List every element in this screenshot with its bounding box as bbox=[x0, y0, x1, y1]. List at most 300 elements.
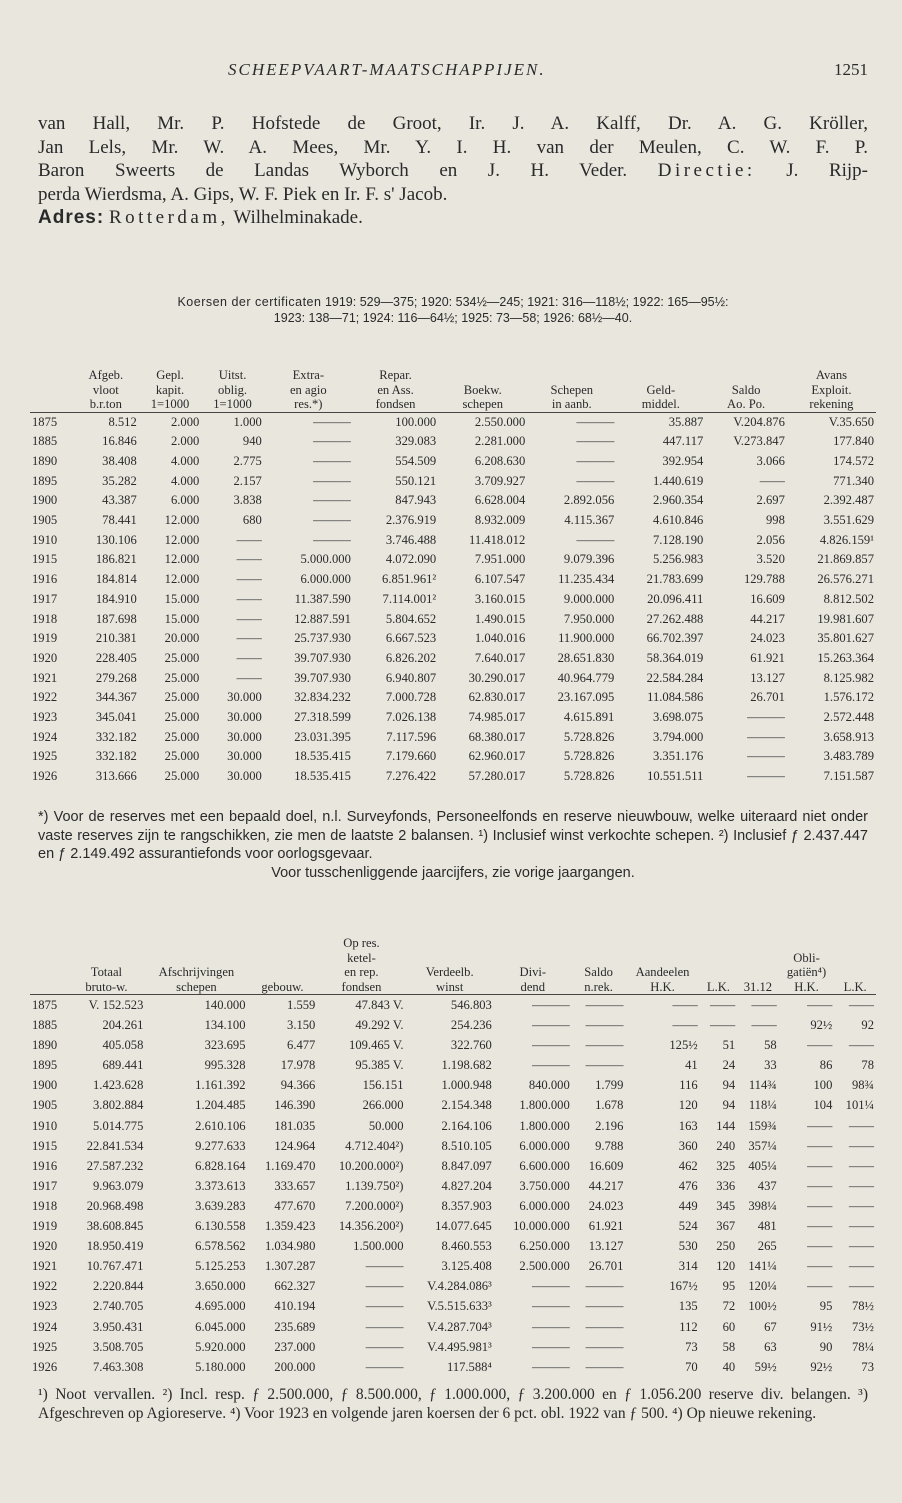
table-cell: 5.804.652 bbox=[385, 611, 437, 626]
table-cell: 481 bbox=[757, 1219, 777, 1234]
table-cell: 6.000.000 bbox=[519, 1138, 570, 1153]
column-header: Aandeelen bbox=[635, 965, 690, 979]
table-cell: 23.031.395 bbox=[294, 729, 351, 744]
column-header bbox=[30, 951, 67, 966]
table-cell: 7.117.596 bbox=[386, 729, 437, 744]
table-cell: 94.366 bbox=[280, 1078, 316, 1093]
table-cell: 2.164.106 bbox=[441, 1118, 492, 1133]
table-cell: —— bbox=[848, 1118, 874, 1133]
table-cell: ——— bbox=[585, 1359, 624, 1374]
table-cell: ——— bbox=[531, 1359, 570, 1374]
table-cell: 11.387.590 bbox=[294, 591, 351, 606]
year-cell: 1905 bbox=[32, 1098, 58, 1113]
table-cell: —— bbox=[236, 631, 262, 646]
table-row bbox=[30, 1136, 876, 1156]
table-cell: 437 bbox=[757, 1178, 777, 1193]
table-cell: ——— bbox=[531, 1018, 570, 1033]
table-row bbox=[30, 590, 876, 610]
table-cell: 1.198.682 bbox=[441, 1058, 492, 1073]
table-cell: 30.000 bbox=[227, 749, 262, 764]
table-cell: —— bbox=[807, 1219, 833, 1234]
year-cell: 1915 bbox=[32, 552, 58, 567]
table-cell: 524 bbox=[678, 1219, 698, 1234]
table-cell: ——— bbox=[531, 1058, 570, 1073]
table-cell: 124.964 bbox=[274, 1138, 316, 1153]
table-cell: 58 bbox=[764, 1038, 777, 1053]
table-cell: 367 bbox=[716, 1219, 736, 1234]
table-row bbox=[30, 629, 876, 649]
table-cell: 345.041 bbox=[95, 710, 137, 725]
table1-notes bbox=[38, 808, 868, 882]
table-cell: ——— bbox=[313, 493, 351, 508]
table-cell: 74.985.017 bbox=[468, 710, 526, 725]
table-cell: 405.058 bbox=[102, 1038, 144, 1053]
table-cell: 86 bbox=[819, 1058, 833, 1073]
table-cell: 30.000 bbox=[227, 769, 262, 784]
column-header bbox=[625, 951, 699, 966]
table-cell: ——— bbox=[747, 729, 785, 744]
year-cell: 1922 bbox=[32, 690, 58, 705]
table-cell: 27.262.488 bbox=[646, 611, 704, 626]
table-cell: 6.250.000 bbox=[519, 1239, 570, 1254]
table-cell: —— bbox=[236, 670, 262, 685]
table-row bbox=[30, 1276, 876, 1296]
table-cell: 130.106 bbox=[95, 532, 137, 547]
table-cell: 329.083 bbox=[395, 434, 437, 449]
table-cell: 210.381 bbox=[95, 631, 137, 646]
table-row bbox=[30, 412, 876, 432]
adres-street: Wilhelminakade. bbox=[233, 207, 363, 228]
column-header: in aanb. bbox=[527, 397, 616, 412]
table-cell: 410.194 bbox=[274, 1299, 316, 1314]
table-cell: 26.701 bbox=[588, 1259, 624, 1274]
adres-label: Adres: bbox=[38, 207, 105, 228]
table-cell: 1.000.948 bbox=[441, 1078, 492, 1093]
table-cell: 4.712.404²) bbox=[345, 1138, 404, 1153]
table-cell: —— bbox=[236, 532, 262, 547]
table-cell: 6.045.000 bbox=[195, 1319, 246, 1334]
column-header bbox=[494, 951, 572, 966]
table-cell: —— bbox=[848, 1138, 874, 1153]
table-cell: 2.740.705 bbox=[93, 1299, 144, 1314]
table-cell: 25.000 bbox=[164, 650, 200, 665]
table-cell: 16.609 bbox=[750, 591, 785, 606]
table-cell: 146.390 bbox=[274, 1098, 316, 1113]
adres-line bbox=[38, 206, 868, 230]
table-cell: 181.035 bbox=[274, 1118, 316, 1133]
table-cell: ——— bbox=[585, 1339, 624, 1354]
table-cell: 10.200.000²) bbox=[338, 1158, 404, 1173]
table-cell: 16.846 bbox=[102, 434, 137, 449]
table-cell: ——— bbox=[576, 453, 615, 468]
table-cell: 8.812.502 bbox=[823, 591, 874, 606]
year-cell: 1922 bbox=[32, 1279, 58, 1294]
table-cell: 22.841.534 bbox=[86, 1138, 144, 1153]
table-cell: 7.276.422 bbox=[385, 769, 437, 784]
table-cell: —— bbox=[236, 611, 262, 626]
table-row bbox=[30, 1015, 876, 1035]
table-cell: 35.282 bbox=[102, 473, 137, 488]
table-cell: 14.356.200²) bbox=[338, 1219, 404, 1234]
table-cell: 17.978 bbox=[280, 1058, 316, 1073]
table-cell: 332.182 bbox=[95, 749, 137, 764]
table-cell: 7.000.728 bbox=[385, 690, 437, 705]
table-cell: 24.023 bbox=[750, 631, 785, 646]
table-cell: ——— bbox=[747, 749, 785, 764]
year-cell: 1915 bbox=[32, 1138, 58, 1153]
table-cell: —— bbox=[807, 998, 833, 1012]
footnotes bbox=[38, 1386, 868, 1423]
year-cell: 1921 bbox=[32, 670, 58, 685]
year-cell: 1885 bbox=[32, 434, 58, 449]
table-cell: ——— bbox=[585, 1018, 624, 1033]
table-row bbox=[30, 1176, 876, 1196]
table-row bbox=[30, 649, 876, 669]
koersen-line bbox=[38, 294, 868, 310]
table-cell: 144 bbox=[716, 1118, 736, 1133]
table-cell: 112 bbox=[679, 1319, 698, 1334]
table-cell: 114¾ bbox=[748, 1078, 777, 1093]
year-cell: 1919 bbox=[32, 631, 58, 646]
table-cell: 2.392.487 bbox=[823, 493, 874, 508]
table-cell: 1.204.485 bbox=[195, 1098, 246, 1113]
table-cell: 6.578.562 bbox=[195, 1239, 246, 1254]
table-cell: 39.707.930 bbox=[294, 650, 351, 665]
table-cell: 3.160.015 bbox=[474, 591, 526, 606]
table-cell: V.5.515.633³ bbox=[427, 1299, 492, 1314]
table-cell: 3.746.488 bbox=[385, 532, 437, 547]
table-cell: 109.465 V. bbox=[349, 1038, 404, 1053]
column-header: gatiën⁴) bbox=[786, 965, 827, 979]
table-cell: 5.728.826 bbox=[563, 749, 615, 764]
table-cell: 847.943 bbox=[395, 493, 437, 508]
table-cell: 477.670 bbox=[274, 1198, 316, 1213]
table-row bbox=[30, 1075, 876, 1095]
table-cell: —— bbox=[709, 998, 736, 1012]
table-cell: 995.328 bbox=[204, 1058, 246, 1073]
table-cell: 25.000 bbox=[164, 690, 200, 705]
table-cell: 1.040.016 bbox=[474, 631, 526, 646]
table-cell: 3.639.283 bbox=[195, 1198, 246, 1213]
table-cell: 63 bbox=[764, 1339, 777, 1354]
column-header: Obli- bbox=[793, 950, 820, 965]
table-cell: 62.960.017 bbox=[468, 749, 526, 764]
table-cell: 184.814 bbox=[95, 572, 137, 587]
table-cell: 21.869.857 bbox=[817, 552, 874, 567]
table-cell: 66.702.397 bbox=[646, 631, 704, 646]
table-row bbox=[30, 1256, 876, 1276]
table-cell: 5.125.253 bbox=[195, 1259, 246, 1274]
table-cell: 2.892.056 bbox=[563, 493, 615, 508]
table-cell: 156.151 bbox=[362, 1078, 404, 1093]
table-cell: ——— bbox=[365, 1279, 404, 1294]
table-cell: ——— bbox=[747, 710, 785, 725]
column-header bbox=[248, 965, 318, 980]
table-cell: 998 bbox=[766, 513, 785, 528]
column-header: Uitst. bbox=[218, 368, 247, 382]
table-cell: ——— bbox=[313, 513, 351, 528]
table-cell: 5.920.000 bbox=[195, 1339, 246, 1354]
year-cell: 1920 bbox=[32, 1239, 58, 1254]
table-cell: V.273.847 bbox=[733, 434, 785, 449]
table-cell: 6.107.547 bbox=[474, 572, 526, 587]
table-cell: —— bbox=[848, 1279, 874, 1294]
table-row bbox=[30, 1035, 876, 1055]
table-cell: —— bbox=[807, 1279, 833, 1294]
table-cell: 2.196 bbox=[595, 1118, 624, 1133]
table-cell: 398¼ bbox=[748, 1198, 777, 1213]
table-cell: 840.000 bbox=[528, 1078, 570, 1093]
column-header bbox=[30, 965, 67, 980]
reserve-note: *) Voor de reserves met een bepaald doel, n.l. Surveyfonds, Personeelfonds en reserve nieuwbouw, welke uiteraard niet onder vaste reserves zijn te rangschikken, zie men de laatste 2 balansen. ¹) Inclusief winst verkochte schepen. ²) Inclusief ƒ 2.437.447 en ƒ 2.149.492 assurantiefonds voor oorlogsgevaar. bbox=[38, 809, 868, 862]
table-cell: 16.609 bbox=[588, 1158, 624, 1173]
intermediate-years-note: Voor tusschenliggende jaarcijfers, zie vorige jaargangen. bbox=[271, 864, 635, 881]
table-cell: 20.096.411 bbox=[647, 591, 704, 606]
table-cell: 6.667.523 bbox=[385, 631, 437, 646]
column-header bbox=[834, 965, 876, 980]
year-cell: 1925 bbox=[32, 749, 58, 764]
table-cell: 3.802.884 bbox=[93, 1098, 144, 1113]
table-cell: 10.767.471 bbox=[86, 1259, 144, 1274]
table-cell: —— bbox=[848, 1038, 874, 1053]
table-cell: ——— bbox=[365, 1259, 404, 1274]
column-header bbox=[737, 951, 779, 966]
table-cell: 3.508.705 bbox=[93, 1339, 144, 1354]
table-cell: 50.000 bbox=[368, 1118, 404, 1133]
table-cell: 90 bbox=[819, 1339, 833, 1354]
table-cell: 78.441 bbox=[102, 513, 137, 528]
table-cell: V.4.284.086³ bbox=[427, 1279, 492, 1294]
table-cell: 70 bbox=[685, 1359, 698, 1374]
table-cell: 44.217 bbox=[750, 611, 785, 626]
column-header: res.*) bbox=[264, 397, 353, 412]
table-cell: 6.828.164 bbox=[195, 1158, 246, 1173]
column-header bbox=[248, 936, 318, 951]
table-cell: ——— bbox=[576, 414, 615, 429]
table-cell: 10.000.000 bbox=[513, 1219, 570, 1234]
table-cell: 6.826.202 bbox=[385, 650, 437, 665]
year-cell: 1900 bbox=[32, 1078, 58, 1093]
table-cell: 5.014.775 bbox=[93, 1118, 144, 1133]
table-cell: 95.385 V. bbox=[355, 1058, 404, 1073]
table-cell: 118¼ bbox=[748, 1098, 777, 1113]
table-cell: ——— bbox=[531, 998, 570, 1012]
table-cell: ——— bbox=[365, 1359, 404, 1374]
column-header bbox=[30, 383, 73, 398]
table-cell: 4.826.159¹ bbox=[819, 532, 874, 547]
table-row bbox=[30, 767, 876, 787]
table-cell: 250 bbox=[716, 1239, 736, 1254]
column-header bbox=[145, 951, 247, 966]
header-row bbox=[30, 368, 876, 383]
table-cell: 92 bbox=[861, 1018, 874, 1033]
table-cell: 8.510.105 bbox=[441, 1138, 492, 1153]
column-header bbox=[737, 965, 779, 980]
table-cell: 266.000 bbox=[362, 1098, 404, 1113]
year-cell: 1910 bbox=[32, 532, 58, 547]
table-cell: 13.127 bbox=[588, 1239, 624, 1254]
table-cell: 940 bbox=[242, 434, 262, 449]
column-header bbox=[145, 936, 247, 951]
table-cell: 13.127 bbox=[750, 670, 785, 685]
table-cell: 1.423.628 bbox=[93, 1078, 144, 1093]
header-row bbox=[30, 397, 876, 412]
table-cell: 78½ bbox=[851, 1299, 874, 1314]
table-cell: 5.256.983 bbox=[652, 552, 704, 567]
table-cell: 67 bbox=[764, 1319, 777, 1334]
column-header: Totaal bbox=[90, 965, 123, 979]
table-cell: 265 bbox=[757, 1239, 777, 1254]
column-header: ketel- bbox=[347, 950, 376, 965]
table-cell: —— bbox=[848, 1219, 874, 1234]
table-cell: 9.079.396 bbox=[563, 552, 615, 567]
table-cell: 25.000 bbox=[164, 670, 200, 685]
year-cell: 1923 bbox=[32, 710, 58, 725]
year-cell: 1910 bbox=[32, 1118, 58, 1133]
table-cell: 771.340 bbox=[833, 473, 874, 488]
table-row bbox=[30, 708, 876, 728]
column-header bbox=[527, 368, 616, 383]
table-cell: 5.728.826 bbox=[563, 769, 615, 784]
table-cell: 9.963.079 bbox=[93, 1178, 144, 1193]
table-cell: ——— bbox=[313, 414, 351, 429]
table-cell: —— bbox=[759, 473, 785, 488]
column-header: Saldo bbox=[731, 382, 761, 397]
column-header: 31.12 bbox=[737, 980, 779, 995]
table-cell: 2.157 bbox=[233, 473, 262, 488]
column-header: Op res. bbox=[343, 936, 380, 950]
table-cell: 345 bbox=[716, 1198, 736, 1213]
table-cell: 10.551.511 bbox=[647, 769, 704, 784]
column-header bbox=[494, 936, 572, 951]
year-cell: 1923 bbox=[32, 1299, 58, 1314]
table-cell: 38.608.845 bbox=[86, 1219, 144, 1234]
table-cell: 163 bbox=[678, 1118, 698, 1133]
table-row bbox=[30, 995, 876, 1016]
column-header: kapit. bbox=[155, 382, 185, 397]
column-header: vloot bbox=[92, 382, 119, 397]
table-cell: 116 bbox=[679, 1078, 698, 1093]
table-cell: 6.208.630 bbox=[474, 453, 526, 468]
table-cell: 11.235.434 bbox=[558, 572, 615, 587]
intro-line: Jan Lels, Mr. W. A. Mees, Mr. Y. I. H. van der Meulen, C. W. F. P. bbox=[38, 136, 868, 158]
table-cell: 15.000 bbox=[164, 611, 200, 626]
table-cell: V.4.287.704³ bbox=[427, 1319, 492, 1334]
table-cell: 7.951.000 bbox=[474, 552, 526, 567]
table-cell: 662.327 bbox=[274, 1279, 316, 1294]
column-header: Avans bbox=[815, 368, 848, 382]
table-cell: —— bbox=[709, 1018, 736, 1033]
table-cell: 167½ bbox=[669, 1279, 698, 1294]
column-header: rekening bbox=[787, 397, 876, 412]
table-cell: —— bbox=[672, 1018, 698, 1033]
table-cell: V.204.876 bbox=[733, 414, 785, 429]
table-cell: 73½ bbox=[851, 1319, 874, 1334]
running-title: SCHEEPVAART-MAATSCHAPPIJEN. bbox=[228, 60, 546, 79]
table-cell: 228.405 bbox=[95, 650, 137, 665]
table-cell: ——— bbox=[531, 1339, 570, 1354]
year-cell: 1919 bbox=[32, 1219, 58, 1234]
table-cell: 186.821 bbox=[95, 552, 137, 567]
table-cell: 3.650.000 bbox=[195, 1279, 246, 1294]
table-cell: 60 bbox=[722, 1319, 736, 1334]
table-cell: 3.698.075 bbox=[652, 710, 704, 725]
table-cell: 2.220.844 bbox=[93, 1279, 144, 1294]
table-row bbox=[30, 491, 876, 511]
table-cell: 23.167.095 bbox=[557, 690, 615, 705]
table-cell: 7.463.308 bbox=[93, 1359, 144, 1374]
table-cell: 1.576.172 bbox=[823, 690, 874, 705]
table-cell: 313.666 bbox=[95, 769, 137, 784]
table-cell: 1.800.000 bbox=[519, 1118, 570, 1133]
table-cell: 254.236 bbox=[450, 1018, 492, 1033]
table-cell: 7.179.660 bbox=[385, 749, 437, 764]
table-cell: ——— bbox=[576, 532, 615, 547]
year-cell: 1895 bbox=[32, 1058, 58, 1073]
year-cell: 1885 bbox=[32, 1018, 58, 1033]
table-cell: 3.125.408 bbox=[441, 1259, 492, 1274]
table-cell: ——— bbox=[365, 1299, 404, 1314]
year-cell: 1925 bbox=[32, 1339, 58, 1354]
table-row bbox=[30, 472, 876, 492]
table-row bbox=[30, 1216, 876, 1236]
table-cell: 177.840 bbox=[833, 434, 874, 449]
column-header bbox=[625, 936, 699, 951]
column-header bbox=[406, 951, 494, 966]
table-cell: 62.830.017 bbox=[468, 690, 526, 705]
table-cell: 4.827.204 bbox=[441, 1178, 492, 1193]
table-cell: —— bbox=[848, 1178, 874, 1193]
table-row bbox=[30, 1296, 876, 1316]
table-cell: 2.610.106 bbox=[195, 1118, 246, 1133]
column-header bbox=[700, 965, 737, 980]
table-cell: 8.460.553 bbox=[441, 1239, 492, 1254]
intro-line: van Hall, Mr. P. Hofstede de Groot, Ir. J. A. Kalff, Dr. A. G. Kröller, bbox=[38, 113, 868, 134]
header-row bbox=[30, 980, 876, 995]
table-row bbox=[30, 747, 876, 767]
table-cell: 3.373.613 bbox=[195, 1178, 246, 1193]
table-cell: 78¼ bbox=[851, 1339, 874, 1354]
table-cell: 95 bbox=[722, 1279, 736, 1294]
table-cell: 405¼ bbox=[748, 1158, 777, 1173]
table-cell: 35.801.627 bbox=[817, 631, 874, 646]
table-cell: 24.023 bbox=[588, 1198, 624, 1213]
table-cell: 4.695.000 bbox=[195, 1299, 246, 1314]
table-cell: V.35.650 bbox=[828, 414, 874, 429]
column-header bbox=[248, 951, 318, 966]
table-cell: 4.072.090 bbox=[385, 552, 437, 567]
table-cell: 9.000.000 bbox=[563, 591, 615, 606]
column-header: fondsen bbox=[317, 980, 405, 995]
table-cell: 11.418.012 bbox=[469, 532, 526, 547]
table-cell: 7.640.017 bbox=[474, 650, 526, 665]
table-cell: 3.794.000 bbox=[652, 729, 704, 744]
column-header: dend bbox=[494, 980, 572, 995]
table-cell: 530 bbox=[678, 1239, 698, 1254]
table-cell: 279.268 bbox=[95, 670, 137, 685]
column-header bbox=[737, 936, 779, 951]
column-header: Verdeelb. bbox=[425, 965, 474, 979]
table-cell: ——— bbox=[531, 1279, 570, 1294]
table-cell: 1.161.392 bbox=[195, 1078, 246, 1093]
table-cell: 184.910 bbox=[95, 591, 137, 606]
table-row bbox=[30, 550, 876, 570]
table-cell: 101¼ bbox=[845, 1098, 874, 1113]
table-cell: 449 bbox=[678, 1198, 698, 1213]
table-cell: 25.000 bbox=[164, 710, 200, 725]
column-header: bruto-w. bbox=[67, 980, 145, 995]
table-row bbox=[30, 1055, 876, 1075]
